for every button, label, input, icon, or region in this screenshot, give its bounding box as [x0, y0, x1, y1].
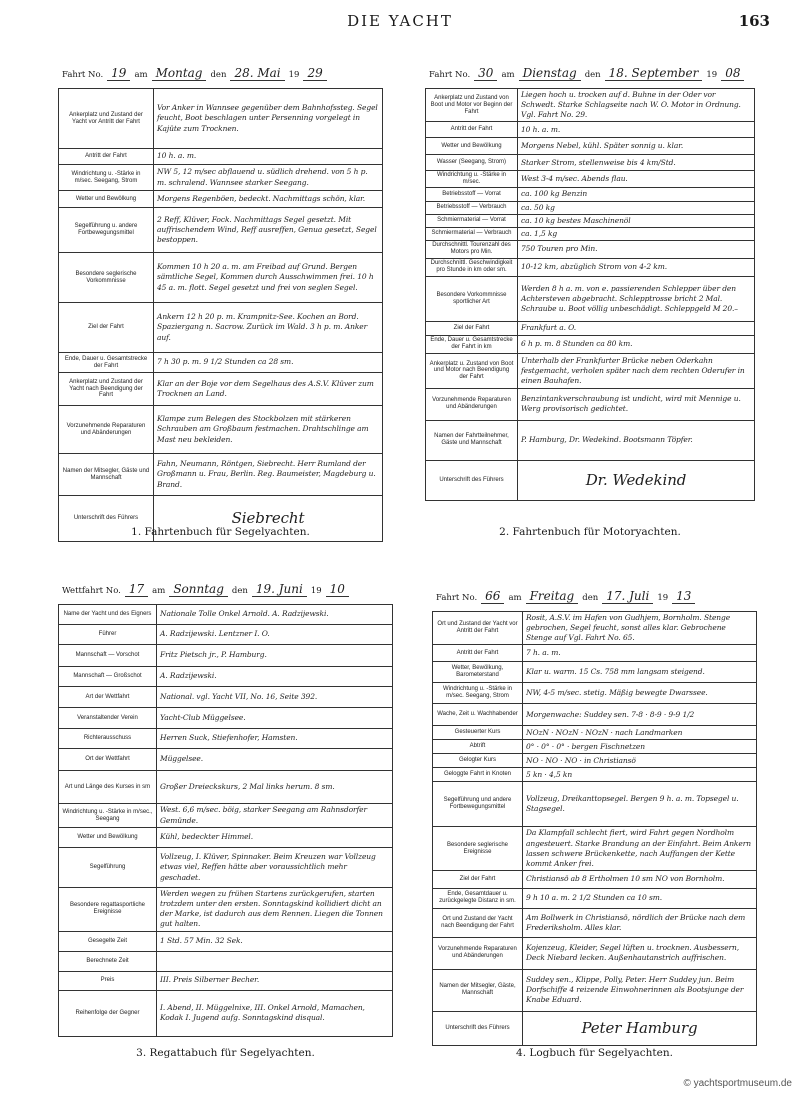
handwritten-entry: Morgens Nebel, kühl. Später sonnig u. klar.: [518, 138, 755, 155]
handwritten-entry: 10 h. a. m.: [154, 149, 383, 165]
field-label: Antritt der Fahrt: [59, 149, 154, 165]
form-row: [59, 990, 393, 1036]
form-row: [426, 258, 755, 276]
form-row: [59, 828, 393, 848]
form-row: [433, 870, 757, 888]
form-row: [59, 208, 383, 253]
handwritten-entry: 7 h 30 p. m. 9 1/2 Stunden ca 28 sm.: [154, 353, 383, 373]
handwritten-entry: Werden wegen zu frühen Startens zurückgerufen, starten trotzdem unter den ersten. Sonntagskind kollidiert dicht an der Marke, ist dadurch aus dem Rennen. Liegen die Tonnen gut halten.: [157, 888, 393, 932]
field-label: Gelogter Kurs: [433, 754, 523, 768]
handwritten-entry: 750 Touren pro Min.: [518, 240, 755, 258]
entry-date: 18. September: [605, 66, 703, 81]
field-label: Schmiermaterial — Vorrat: [426, 214, 518, 227]
field-label: Name der Yacht und des Eigners: [59, 605, 157, 625]
field-label: Wache, Zeit u. Wachhabender: [433, 704, 523, 726]
weekday: Sonntag: [169, 582, 228, 597]
handwritten-entry: [157, 951, 393, 971]
field-label: Ankerplatz und Zustand der Yacht nach Beendigung der Fahrt: [59, 373, 154, 406]
form-row: [433, 1011, 757, 1045]
form-row: [59, 848, 393, 888]
handwritten-entry: Ankern 12 h 20 p. m. Krampnitz-See. Kochen an Bord. Spaziergang n. Sacrow. Zurück im Wald. 3 h p. m. Anker auf.: [154, 303, 383, 353]
handwritten-entry: Herren Suck, Stiefenhofer, Hamsten.: [157, 729, 393, 749]
handwritten-entry: NOzN · NOzN · NOzN · nach Landmarken: [523, 726, 757, 740]
handwritten-entry: ca. 100 kg Benzin: [518, 188, 755, 201]
form-row: [426, 89, 755, 122]
entry-date: 28. Mai: [230, 66, 284, 81]
heading-label: 19: [310, 586, 322, 596]
form-row: [59, 951, 393, 971]
field-label: Ziel der Fahrt: [433, 870, 523, 888]
form-row: [433, 888, 757, 908]
caption-3: 3. Regattabuch für Segelyachten.: [136, 1047, 315, 1059]
form-row: [59, 625, 393, 645]
handwritten-entry: 9 h 10 a. m. 2 1/2 Stunden ca 10 sm.: [523, 888, 757, 908]
field-label: Berechnete Zeit: [59, 951, 157, 971]
handwritten-entry: Christiansö ab 8 Ertholmen 10 sm NO von Bornholm.: [523, 870, 757, 888]
handwritten-entry: A. Radzijewski. Lentzner I. O.: [157, 625, 393, 645]
field-label: Antritt der Fahrt: [426, 122, 518, 138]
form-row: [59, 687, 393, 708]
field-label: Vorzunehmende Reparaturen und Abänderungen: [433, 937, 523, 969]
signature: Peter Hamburg: [523, 1011, 757, 1045]
log-form-table: [58, 88, 383, 542]
handwritten-entry: Fahn, Neumann, Röntgen, Siebrecht. Herr Rumland der Großmann u. Frau, Berlin. Reg. Baumeister, Magdeburg u. Brand.: [154, 454, 383, 496]
field-label: Windrichtung u. -Stärke in m/sec.: [426, 171, 518, 188]
form-row: [426, 171, 755, 188]
handwritten-entry: Am Bollwerk in Christiansö, nördlich der Brücke nach dem Frederiksholm. Alles klar.: [523, 908, 757, 937]
handwritten-entry: Frankfurt a. O.: [518, 321, 755, 335]
field-label: Segelführung und andere Fortbewegungsmittel: [433, 782, 523, 827]
field-label: Besondere seglerische Vorkommnisse: [59, 253, 154, 303]
field-label: Richterausschuss: [59, 729, 157, 749]
panel-logbuch-segelyachten: [432, 589, 757, 1046]
field-label: Ende, Gesamtdauer u. zurückgelegte Distanz in sm.: [433, 888, 523, 908]
field-label: Windrichtung u. -Stärke in m/sec. Seegang, Strom: [433, 683, 523, 704]
handwritten-entry: P. Hamburg, Dr. Wedekind. Bootsmann Töpfer.: [518, 420, 755, 460]
field-label: Art und Länge des Kurses in sm: [59, 771, 157, 804]
handwritten-entry: Klar u. warm. 15 Cs. 758 mm langsam steigend.: [523, 662, 757, 683]
handwritten-entry: 10 h. a. m.: [518, 122, 755, 138]
log-form-table: [432, 611, 757, 1046]
field-label: Ende, Dauer u. Gesamtstrecke der Fahrt: [59, 353, 154, 373]
entry-date: 19. Juni: [252, 582, 307, 597]
field-label: Gesteuerter Kurs: [433, 726, 523, 740]
form-row: [59, 89, 383, 149]
form-row: [59, 191, 383, 208]
field-label: Gesegelte Zeit: [59, 931, 157, 951]
signature: Siebrecht: [154, 496, 383, 542]
field-label: Ort der Wettfahrt: [59, 749, 157, 771]
handwritten-entry: 6 h p. m. 8 Stunden ca 80 km.: [518, 335, 755, 353]
form-row: [433, 662, 757, 683]
field-label: Art der Wettfahrt: [59, 687, 157, 708]
form-row: [426, 353, 755, 388]
form-row: [59, 253, 383, 303]
form-heading: [58, 582, 393, 604]
entry-year: 29: [303, 66, 326, 81]
handwritten-entry: Morgenwache: Suddey sen. 7-8 · 8-9 · 9-9 1/2: [523, 704, 757, 726]
caption-1: 1. Fahrtenbuch für Segelyachten.: [131, 526, 310, 538]
form-row: [59, 165, 383, 191]
form-row: [433, 740, 757, 754]
handwritten-entry: Vollzeug, Dreikanttopsegel. Bergen 9 h. a. m. Topsegel u. Stagsegel.: [523, 782, 757, 827]
form-row: [433, 969, 757, 1011]
log-form-table: [425, 88, 755, 501]
form-row: [426, 460, 755, 500]
handwritten-entry: Rosit, A.S.V. im Hafen von Gudhjem, Bornholm. Stenge gebrochen, Segel feucht, sonst alles klar. Gebrochene Stenge auf Vgl. Fahrt No. 65.: [523, 612, 757, 645]
handwritten-entry: A. Radzijewski.: [157, 667, 393, 687]
page-header: [0, 12, 800, 34]
weekday: Dienstag: [519, 66, 581, 81]
handwritten-entry: NO · NO · NO · in Christiansö: [523, 754, 757, 768]
form-heading: [425, 66, 755, 88]
form-row: [433, 726, 757, 740]
form-row: [426, 122, 755, 138]
field-label: Mannschaft — Großschot: [59, 667, 157, 687]
field-label: Vorzunehmende Reparaturen und Abänderungen: [59, 406, 154, 454]
handwritten-entry: 10-12 km, abzüglich Strom von 4-2 km.: [518, 258, 755, 276]
form-row: [433, 645, 757, 662]
heading-label: 19: [288, 70, 300, 80]
field-label: Ziel der Fahrt: [59, 303, 154, 353]
form-row: [59, 771, 393, 804]
page-number: 163: [738, 12, 770, 30]
form-row: [59, 971, 393, 990]
field-label: Betriebsstoff — Verbrauch: [426, 201, 518, 214]
form-row: [426, 388, 755, 420]
form-row: [59, 605, 393, 625]
field-label: Mannschaft — Vorschot: [59, 645, 157, 667]
form-row: [426, 276, 755, 321]
field-label: Ankerplatz u. Zustand von Boot und Motor nach Beendigung der Fahrt: [426, 353, 518, 388]
handwritten-entry: National. vgl. Yacht VII, No. 16, Seite 392.: [157, 687, 393, 708]
form-row: [59, 804, 393, 828]
field-label: Windrichtung u. -Stärke in m/sec., Seegang: [59, 804, 157, 828]
field-label: Unterschrift des Führers: [59, 496, 154, 542]
field-label: Namen der Mitsegler, Gäste und Mannschaft: [59, 454, 154, 496]
form-row: [433, 704, 757, 726]
field-label: Ende, Dauer u. Gesamtstrecke der Fahrt in km: [426, 335, 518, 353]
field-label: Antritt der Fahrt: [433, 645, 523, 662]
heading-label: den: [231, 586, 248, 596]
handwritten-entry: Fritz Pietsch jr., P. Hamburg.: [157, 645, 393, 667]
handwritten-entry: Benzintankverschraubung ist undicht, wird mit Mennige u. Werg provisorisch gedichtet.: [518, 388, 755, 420]
heading-label: den: [584, 70, 601, 80]
form-row: [433, 612, 757, 645]
watermark: © yachtsportmuseum.de: [683, 1078, 792, 1089]
field-label: Preis: [59, 971, 157, 990]
field-label: Unterschrift des Führers: [426, 460, 518, 500]
entry-year: 08: [721, 66, 744, 81]
form-row: [59, 303, 383, 353]
field-label: Ort und Zustand der Yacht vor Antritt der Fahrt: [433, 612, 523, 645]
form-row: [426, 214, 755, 227]
entry-number: 66: [481, 589, 504, 604]
handwritten-entry: Kojenzeug, Kleider, Segel lüften u. trocknen. Ausbessern, Deck Niebard lecken. Außenhautanstrich auffrischen.: [523, 937, 757, 969]
field-label: Abtrift: [433, 740, 523, 754]
handwritten-entry: ca. 1,5 kg: [518, 227, 755, 240]
form-row: [433, 782, 757, 827]
heading-label: 19: [657, 593, 669, 603]
field-label: Wetter und Bewölkung: [59, 191, 154, 208]
entry-number: 19: [107, 66, 130, 81]
handwritten-entry: Werden 8 h a. m. von e. passierenden Schlepper über den Achtersteven abgebracht. Schlepptrosse bricht 2 Mal. Schraube u. Boot völlig unbeschädigt. Schleppgeld M 20.–: [518, 276, 755, 321]
form-row: [433, 754, 757, 768]
field-label: Betriebsstoff — Vorrat: [426, 188, 518, 201]
form-row: [426, 155, 755, 171]
handwritten-entry: Unterhalb der Frankfurter Brücke neben Oderkahn festgemacht, verholen später nach dem rechten Oderufer in einen Bauhafen.: [518, 353, 755, 388]
handwritten-entry: III. Preis Silberner Becher.: [157, 971, 393, 990]
handwritten-entry: Yacht-Club Müggelsee.: [157, 708, 393, 729]
field-label: Namen der Mitsegler, Gäste, Mannschaft: [433, 969, 523, 1011]
panel-regattabuch-segelyachten: [58, 582, 393, 1037]
form-row: [59, 353, 383, 373]
form-row: [426, 188, 755, 201]
handwritten-entry: Klar an der Boje vor dem Segelhaus des A.S.V. Klüver zum Trocknen an Land.: [154, 373, 383, 406]
handwritten-entry: Vor Anker in Wannsee gegenüber dem Bahnhofssteg. Segel feucht, Boot beschlagen unter Persenning vorgelegt in Kajüte zum Trocknen.: [154, 89, 383, 149]
form-row: [426, 420, 755, 460]
field-label: Besondere regattasportliche Ereignisse: [59, 888, 157, 932]
form-row: [433, 768, 757, 782]
form-row: [426, 335, 755, 353]
field-label: Segelführung: [59, 848, 157, 888]
field-label: Wetter und Bewölkung: [426, 138, 518, 155]
signature: Dr. Wedekind: [518, 460, 755, 500]
log-form-table: [58, 604, 393, 1037]
handwritten-entry: NW, 4-5 m/sec. stetig. Mäßig bewegte Dwarssee.: [523, 683, 757, 704]
handwritten-entry: Vollzeug, I. Klüver, Spinnaker. Beim Kreuzen war Vollzeug etwas viel, Reffen hätte aber voraussichtlich mehr geschadet.: [157, 848, 393, 888]
heading-label: Wettfahrt No.: [62, 586, 121, 596]
field-label: Geloggte Fahrt in Knoten: [433, 768, 523, 782]
handwritten-entry: 7 h. a. m.: [523, 645, 757, 662]
entry-year: 13: [672, 589, 695, 604]
heading-label: 19: [706, 70, 718, 80]
field-label: Ziel der Fahrt: [426, 321, 518, 335]
field-label: Ankerplatz und Zustand von Boot und Motor vor Beginn der Fahrt: [426, 89, 518, 122]
form-row: [59, 931, 393, 951]
field-label: Besondere seglerische Ereignisse: [433, 827, 523, 871]
field-label: Wetter, Bewölkung, Barometerstand: [433, 662, 523, 683]
handwritten-entry: Kühl, bedeckter Himmel.: [157, 828, 393, 848]
entry-year: 10: [326, 582, 349, 597]
panel-fahrtenbuch-motoryachten: [425, 66, 755, 501]
form-row: [433, 937, 757, 969]
handwritten-entry: Großer Dreieckskurs, 2 Mal links herum. 8 sm.: [157, 771, 393, 804]
entry-date: 17. Juli: [602, 589, 653, 604]
field-label: Segelführung u. andere Fortbewegungsmittel: [59, 208, 154, 253]
field-label: Schmiermaterial — Verbrauch: [426, 227, 518, 240]
handwritten-entry: Müggelsee.: [157, 749, 393, 771]
form-row: [59, 406, 383, 454]
journal-title: DIE YACHT: [347, 12, 453, 30]
form-row: [59, 749, 393, 771]
field-label: Besondere Vorkommnisse sportlicher Art: [426, 276, 518, 321]
form-row: [426, 240, 755, 258]
heading-label: Fahrt No.: [429, 70, 471, 80]
heading-label: den: [582, 593, 599, 603]
field-label: Veranstaltender Verein: [59, 708, 157, 729]
field-label: Führer: [59, 625, 157, 645]
field-label: Wasser (Seegang, Strom): [426, 155, 518, 171]
handwritten-entry: Kommen 10 h 20 a. m. am Freibad auf Grund. Bergen sämtliche Segel, Kommen durch Ausschwimmen frei. 10 h 45 a. m. flott. Segel gesetzt und frei von seglen Segel.: [154, 253, 383, 303]
entry-number: 17: [125, 582, 148, 597]
form-row: [426, 321, 755, 335]
form-row: [59, 729, 393, 749]
handwritten-entry: Starker Strom, stellenweise bis 4 km/Std.: [518, 155, 755, 171]
heading-label: Fahrt No.: [436, 593, 478, 603]
handwritten-entry: ca. 50 kg: [518, 201, 755, 214]
handwritten-entry: West 3-4 m/sec. Abends flau.: [518, 171, 755, 188]
form-heading: [432, 589, 757, 611]
handwritten-entry: Morgens Regenböen, bedeckt. Nachmittags schön, klar.: [154, 191, 383, 208]
field-label: Reihenfolge der Gegner: [59, 990, 157, 1036]
form-row: [59, 454, 383, 496]
handwritten-entry: Liegen hoch u. trocken auf d. Buhne in der Oder vor Schwedt. Starke Schlagseite nach W. O. Motor in Ordnung. Vgl. Fahrt No. 29.: [518, 89, 755, 122]
field-label: Unterschrift des Führers: [433, 1011, 523, 1045]
field-label: Ankerplatz und Zustand der Yacht vor Antritt der Fahrt: [59, 89, 154, 149]
weekday: Freitag: [526, 589, 579, 604]
handwritten-entry: ca. 10 kg bestes Maschinenöl: [518, 214, 755, 227]
caption-2: 2. Fahrtenbuch für Motoryachten.: [499, 526, 681, 538]
heading-label: am: [152, 586, 166, 596]
field-label: Wetter und Bewölkung: [59, 828, 157, 848]
weekday: Montag: [152, 66, 207, 81]
heading-label: am: [134, 70, 148, 80]
field-label: Vorzunehmende Reparaturen und Abänderungen: [426, 388, 518, 420]
form-row: [59, 373, 383, 406]
form-row: [433, 908, 757, 937]
handwritten-entry: West. 6,6 m/sec. böig, starker Seegang am Rahnsdorfer Gemünde.: [157, 804, 393, 828]
form-row: [59, 708, 393, 729]
handwritten-entry: I. Abend, II. Müggelnixe, III. Onkel Arnold, Mamachen, Kodak I. Jugend aufg. Sonntagskind disqual.: [157, 990, 393, 1036]
form-row: [426, 227, 755, 240]
field-label: Durchschnittl. Geschwindigkeit pro Stunde in km oder sm.: [426, 258, 518, 276]
handwritten-entry: 5 kn · 4,5 kn: [523, 768, 757, 782]
field-label: Ort und Zustand der Yacht nach Beendigung der Fahrt: [433, 908, 523, 937]
heading-label: am: [508, 593, 522, 603]
field-label: Namen der Fahrtteilnehmer, Gäste und Mannschaft: [426, 420, 518, 460]
form-row: [433, 683, 757, 704]
form-row: [426, 138, 755, 155]
handwritten-entry: Da Klampfall schlecht fiert, wird Fahrt gegen Nordholm angesteuert. Starke Brandung an der Einfahrt. Beim Ankern lassen schwere Brückenkette, nach Auffangen der Kette kommt Anker frei.: [523, 827, 757, 871]
form-heading: [58, 66, 383, 88]
form-row: [59, 645, 393, 667]
form-row: [59, 149, 383, 165]
heading-label: am: [501, 70, 515, 80]
handwritten-entry: 0° · 0° · 0° · bergen Fischnetzen: [523, 740, 757, 754]
handwritten-entry: 1 Std. 57 Min. 32 Sek.: [157, 931, 393, 951]
heading-label: den: [210, 70, 227, 80]
handwritten-entry: Suddey sen., Klippe, Polly, Peter. Herr Suddey jun. Beim Dorfschiffe 4 reizende Einwohnerinnen als Bootsjunge der Knabe Eduard.: [523, 969, 757, 1011]
handwritten-entry: Nationale Tolle Onkel Arnold. A. Radzijewski.: [157, 605, 393, 625]
caption-4: 4. Logbuch für Segelyachten.: [516, 1047, 673, 1059]
form-row: [59, 888, 393, 932]
field-label: Windrichtung u. -Stärke in m/sec. Seegang, Strom: [59, 165, 154, 191]
form-row: [59, 667, 393, 687]
form-row: [426, 201, 755, 214]
handwritten-entry: NW 5, 12 m/sec abflauend u. südlich drehend. von 5 h p. m. schralend. Wannsee starker Seegang.: [154, 165, 383, 191]
heading-label: Fahrt No.: [62, 70, 104, 80]
field-label: Durchschnittl. Tourenzahl des Motors pro Min.: [426, 240, 518, 258]
form-row: [433, 827, 757, 871]
handwritten-entry: 2 Reff, Klüver, Fock. Nachmittags Segel gesetzt. Mit auffrischendem Wind, Reff ausreffen, Genua gesetzt, Segel bestoppen.: [154, 208, 383, 253]
panel-fahrtenbuch-segelyachten: [58, 66, 383, 542]
entry-number: 30: [474, 66, 497, 81]
handwritten-entry: Klampe zum Belegen des Stockbolzen mit stärkeren Schrauben am Großbaum festmachen. Drahtschlinge am Mast neu bekleiden.: [154, 406, 383, 454]
